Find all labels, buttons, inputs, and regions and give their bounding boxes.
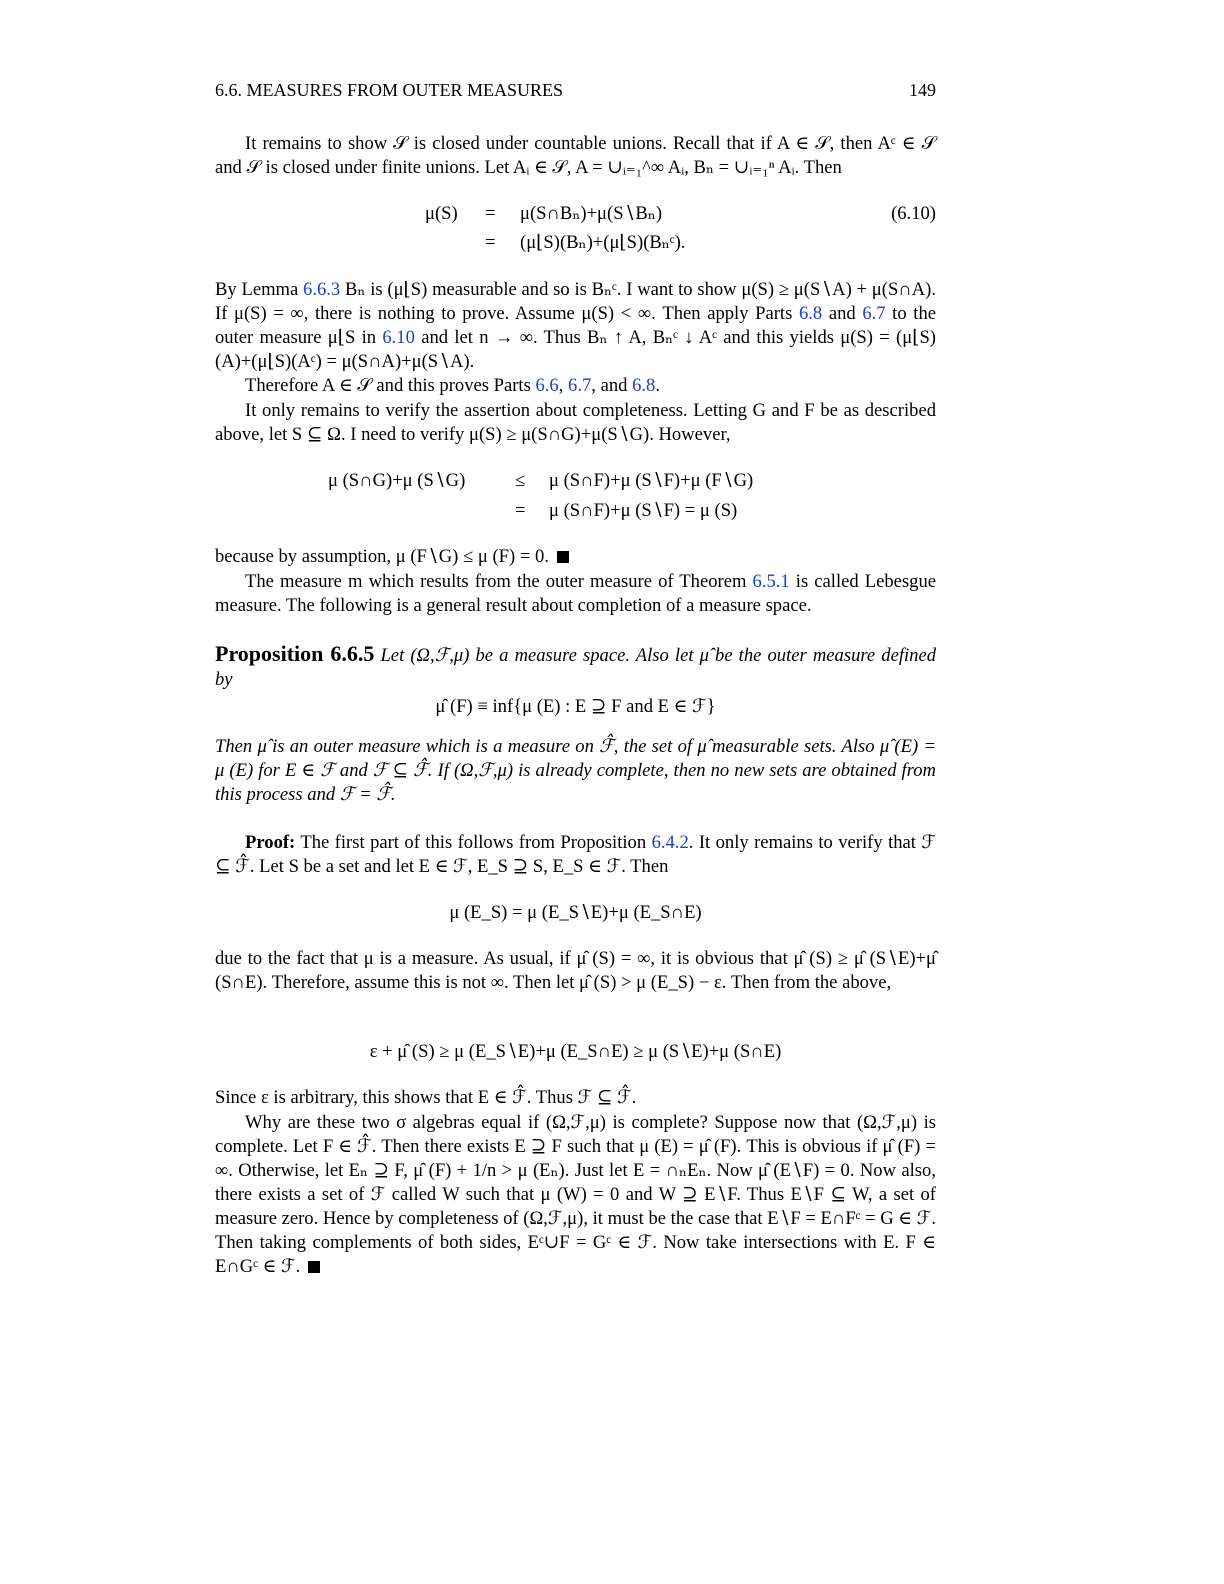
ref-link[interactable]: 6.8	[632, 375, 656, 396]
text: Therefore A ∈ 𝒮 and this proves Parts	[245, 375, 536, 396]
outer-measure-definition: μ̂ (F) ≡ inf{μ (E) : E ⊇ F and E ∈ ℱ}	[435, 696, 716, 717]
qed-square-icon	[557, 551, 569, 563]
paragraph-lebesgue	[215, 570, 936, 618]
proof-label: Proof:	[245, 832, 296, 853]
text: By Lemma	[215, 279, 304, 300]
text: Bₙ is (μ⌊S) measurable and so is Bₙᶜ. I want to show μ(S) ≥ μ(S∖A) + μ(S∩A). If μ(S) = ∞, there is nothing to prove. Assume μ(S) < ∞. Then apply Parts	[215, 279, 936, 324]
text: ,	[558, 375, 569, 396]
eq-rel: =	[485, 203, 496, 224]
eq-lhs: μ (S∩G)+μ (S∖G)	[328, 470, 466, 491]
text: The measure m which results from the outer measure of Theorem	[245, 571, 753, 592]
proof-equation-2: ε + μ̂ (S) ≥ μ (E_S∖E)+μ (E_S∩E) ≥ μ (S∖E)+μ (S∩E)	[369, 1041, 782, 1062]
text: and let n → ∞. Thus Bₙ ↑ A, Bₙᶜ ↓ Aᶜ and this yields μ(S) = (μ⌊S)(A)+(μ⌊S)(Aᶜ) = μ(S∩A)+μ(S∖A).	[215, 327, 936, 372]
eq-rhs: (μ⌊S)(Bₙ)+(μ⌊S)(Bₙᶜ).	[520, 232, 686, 253]
paragraph-lemma	[215, 278, 936, 374]
eq-lhs: μ(S)	[425, 203, 458, 224]
eq-rel: ≤	[515, 470, 526, 491]
section-title: 6.6. MEASURES FROM OUTER MEASURES	[215, 80, 564, 100]
text: and	[822, 303, 863, 324]
proof-paragraph-c: Since ε is arbitrary, this shows that E ∈ ℱ̂. Thus ℱ ⊆ ℱ̂.	[215, 1087, 637, 1108]
proof-paragraph-b: due to the fact that μ is a measure. As usual, if μ̂ (S) = ∞, it is obvious that μ̂ (S) ≥ μ̂ (S∖E)+μ̂ (S∩E). Therefore, assume this is not ∞. Then let μ̂ (S) > μ (E_S) − ε. Then from the above,	[215, 948, 936, 993]
text: .	[655, 375, 660, 396]
text: The first part of this follows from Proposition	[295, 832, 652, 853]
text: Why are these two σ algebras equal if (Ω,ℱ,μ) is complete? Suppose now that (Ω,ℱ,μ) is complete. Let F ∈ ℱ̂. Then there exists E ⊇ F such that μ (E) = μ̂ (F). This is obvious if μ̂ (F) = ∞. Otherwise, let Eₙ ⊇ F, μ̂ (F) + 1/n > μ (Eₙ). Just let E = ∩ₙEₙ. Now μ̂ (E∖F) = 0. Now also, there exists a set of ℱ called W such that μ (W) = 0 and W ⊇ E∖F. Thus E∖F ⊆ W, a set of measure zero. Hence by completeness of (Ω,ℱ,μ), it must be the case that E∖F = E∩Fᶜ = G ∈ ℱ. Then taking complements of both sides, Eᶜ∪F = Gᶜ ∈ ℱ. Now take intersections with E. F ∈ E∩Gᶜ ∈ ℱ.	[215, 1112, 936, 1277]
running-header	[215, 78, 936, 102]
ref-link[interactable]: 6.10	[382, 327, 415, 348]
eq-rhs: μ (S∩F)+μ (S∖F) = μ (S)	[549, 500, 738, 521]
proof-paragraph-d	[215, 1111, 936, 1279]
proposition-title: Proposition 6.6.5	[215, 641, 375, 666]
ref-link[interactable]: 6.4.2	[651, 832, 689, 853]
ref-link[interactable]: 6.7	[862, 303, 886, 324]
ref-link[interactable]: 6.7	[568, 375, 592, 396]
equation-number: (6.10)	[891, 203, 936, 224]
proposition-intro: Let (Ω,ℱ,μ) be a measure space. Also let μ̂ be the outer measure defined by	[215, 645, 936, 690]
paragraph-completeness: It only remains to verify the assertion about completeness. Letting G and F be as described above, let S ⊆ Ω. I need to verify μ(S) ≥ μ(S∩G)+μ(S∖G). However,	[215, 400, 936, 445]
page-number: 149	[909, 80, 936, 100]
qed-square-icon	[308, 1261, 320, 1273]
ref-link[interactable]: 6.5.1	[752, 571, 790, 592]
eq-rhs: μ(S∩Bₙ)+μ(S∖Bₙ)	[520, 203, 663, 224]
eq-rhs: μ (S∩F)+μ (S∖F)+μ (F∖G)	[549, 470, 754, 491]
text: is called Lebesgue measure. The following is a general result about completion of a measure space.	[215, 571, 936, 616]
proposition-body: Then μ̂ is an outer measure which is a measure on ℱ̂, the set of μ̂ measurable sets. Also μ̂ (E) = μ (E) for E ∈ ℱ and ℱ ⊆ ℱ̂. If (Ω,ℱ,μ) is already complete, then no new sets are obtained from this process and ℱ = ℱ̂.	[215, 736, 936, 805]
proof-start	[215, 831, 936, 879]
paragraph-assumption	[215, 545, 936, 569]
text: because by assumption, μ (F∖G) ≤ μ (F) = 0.	[215, 546, 549, 567]
eq-rel: =	[485, 232, 496, 253]
proposition-statement	[215, 642, 936, 692]
paragraph-countable-unions: It remains to show 𝒮 is closed under countable unions. Recall that if A ∈ 𝒮, then Aᶜ ∈ 𝒮 and 𝒮 is closed under finite unions. Let Aᵢ ∈ 𝒮, A = ∪ᵢ₌₁^∞ Aᵢ, Bₙ = ∪ᵢ₌₁ⁿ Aᵢ. Then	[215, 133, 936, 178]
text: to the outer measure μ⌊S in	[215, 303, 936, 348]
ref-link[interactable]: 6.6	[535, 375, 559, 396]
text: . It only remains to verify that ℱ ⊆ ℱ̂. Let S be a set and let E ∈ ℱ, E_S ⊇ S, E_S ∈ ℱ. Then	[215, 832, 937, 877]
ref-link[interactable]: 6.6.3	[303, 279, 341, 300]
ref-link[interactable]: 6.8	[798, 303, 823, 324]
paragraph-therefore	[215, 374, 936, 398]
eq-rel: =	[515, 500, 526, 521]
text: , and	[591, 375, 633, 396]
proof-equation-1: μ (E_S) = μ (E_S∖E)+μ (E_S∩E)	[449, 902, 702, 923]
